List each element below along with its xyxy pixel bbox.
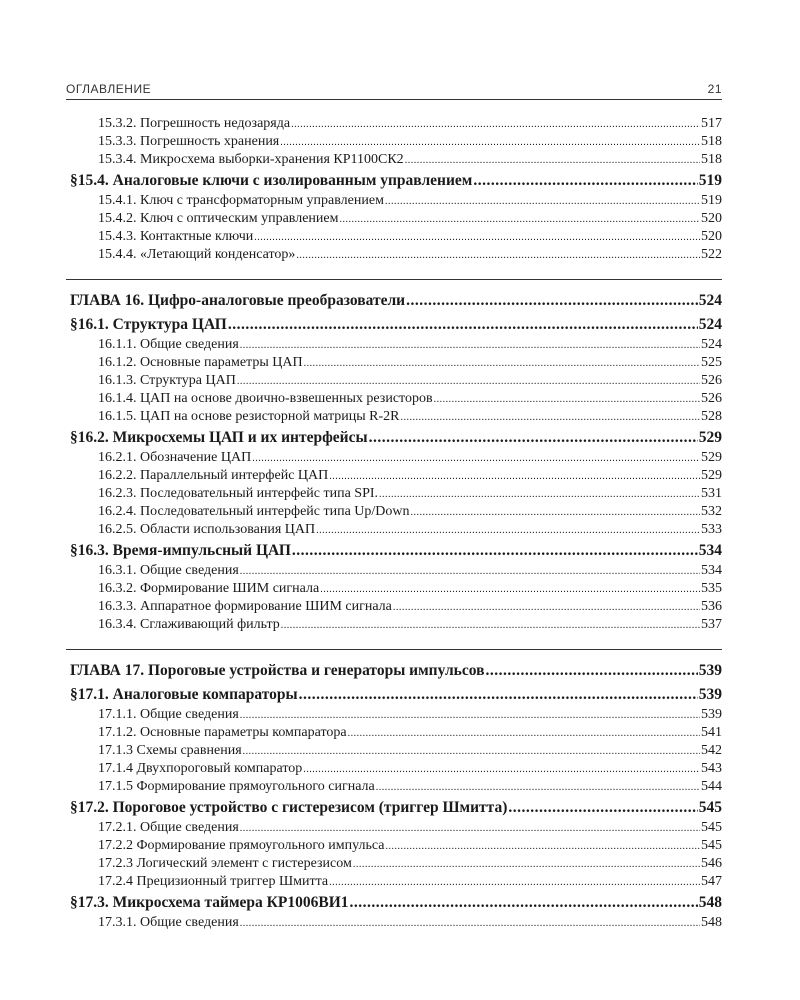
toc-entry-title	[98, 133, 279, 151]
toc-entry-subsection[interactable]	[66, 228, 722, 246]
toc-entry-text: Последовательный интерфейс типа SPI.	[140, 486, 379, 501]
toc-entry-number: 15.4.1.	[98, 193, 137, 208]
toc-entry-page: 545	[698, 799, 722, 816]
toc-entry-number: 16.1.3.	[98, 373, 137, 388]
toc-entry-subsection[interactable]	[66, 616, 722, 634]
table-of-contents	[66, 115, 722, 932]
toc-entry-section[interactable]	[66, 539, 722, 562]
toc-entry-subsection[interactable]	[66, 855, 722, 873]
toc-entry-subsection[interactable]	[66, 210, 722, 228]
toc-entry-number: 17.3.1.	[98, 915, 137, 930]
toc-entry-subsection[interactable]	[66, 246, 722, 264]
toc-entry-text: Двухпороговый компаратор	[136, 761, 303, 776]
toc-entry-section[interactable]	[66, 426, 722, 449]
toc-entry-number: 16.1.2.	[98, 355, 137, 370]
toc-leader-dots	[228, 313, 698, 336]
toc-entry-text: Общие сведения	[140, 915, 239, 930]
toc-entry-title	[98, 503, 410, 521]
toc-entry-title	[70, 659, 484, 683]
toc-entry-number: 17.2.4	[98, 874, 133, 889]
toc-entry-title	[98, 616, 280, 634]
toc-leader-dots	[350, 891, 698, 914]
toc-entry-text: Структура ЦАП	[112, 316, 227, 333]
toc-leader-dots	[252, 449, 700, 468]
toc-entry-page: 539	[698, 662, 722, 679]
toc-entry-page: 518	[701, 152, 722, 167]
toc-entry-subsection[interactable]	[66, 562, 722, 580]
toc-entry-number: 15.4.4.	[98, 247, 137, 262]
toc-entry-number: 15.4.3.	[98, 229, 137, 244]
toc-entry-title	[98, 724, 347, 742]
toc-entry-title	[98, 598, 392, 616]
toc-entry-number: 16.3.2.	[98, 581, 137, 596]
toc-entry-text: Схемы сравнения	[136, 743, 242, 758]
toc-entry-subsection[interactable]	[66, 873, 722, 891]
toc-entry-number: 16.1.4.	[98, 391, 137, 406]
toc-entry-text: Формирование ШИМ сигнала	[140, 581, 320, 596]
toc-entry-number: ГЛАВА 17.	[70, 662, 145, 679]
toc-entry-page: 531	[701, 486, 722, 501]
toc-entry-title	[70, 289, 405, 313]
toc-entry-page: 526	[701, 373, 722, 388]
toc-entry-text: Основные параметры ЦАП	[140, 355, 303, 370]
toc-entry-page: 532	[701, 504, 722, 519]
toc-entry-page: 539	[698, 686, 722, 703]
toc-leader-dots	[401, 408, 700, 427]
toc-entry-title	[98, 873, 328, 891]
toc-entry-subsection[interactable]	[66, 742, 722, 760]
toc-entry-page: 529	[701, 450, 722, 465]
toc-entry-text: Аппаратное формирование ШИМ сигнала	[140, 599, 392, 614]
toc-entry-text: Последовательный интерфейс типа Up/Down	[140, 504, 410, 519]
toc-entry-page: 528	[701, 409, 722, 424]
toc-entry-number: §16.3.	[70, 542, 109, 559]
toc-entry-chapter[interactable]	[66, 289, 722, 313]
toc-entry-title	[98, 837, 384, 855]
toc-entry-page: 524	[701, 337, 722, 352]
toc-entry-title	[98, 778, 375, 796]
toc-entry-title	[98, 408, 400, 426]
toc-entry-text: Общие сведения	[140, 337, 239, 352]
toc-entry-page: 536	[701, 599, 722, 614]
toc-entry-subsection[interactable]	[66, 778, 722, 796]
toc-entry-page: 548	[701, 915, 722, 930]
running-header	[66, 76, 722, 100]
toc-entry-title	[70, 796, 507, 819]
toc-entry-subsection[interactable]	[66, 760, 722, 778]
running-header-title: ОГЛАВЛЕНИЕ	[66, 82, 152, 96]
toc-entry-number: 16.2.5.	[98, 522, 137, 537]
toc-entry-number: 15.4.2.	[98, 211, 137, 226]
toc-entry-chapter[interactable]	[66, 659, 722, 683]
toc-entry-title	[98, 914, 239, 932]
toc-entry-page: 542	[701, 743, 722, 758]
toc-entry-number: 17.1.2.	[98, 725, 137, 740]
toc-entry-subsection[interactable]	[66, 819, 722, 837]
toc-leader-dots	[240, 706, 700, 725]
toc-entry-subsection[interactable]	[66, 706, 722, 724]
toc-entry-page: 544	[701, 779, 722, 794]
toc-entry-page: 543	[701, 761, 722, 776]
toc-entry-text: Общие сведения	[140, 820, 239, 835]
toc-entry-number: §17.1.	[70, 686, 109, 703]
toc-entry-title	[98, 467, 328, 485]
toc-entry-page: 526	[701, 391, 722, 406]
toc-entry-number: 17.1.1.	[98, 707, 137, 722]
toc-entry-title	[70, 169, 472, 192]
toc-entry-text: Логический элемент с гистерезисом	[136, 856, 352, 871]
toc-entry-text: Основные параметры компаратора	[140, 725, 347, 740]
toc-entry-subsection[interactable]	[66, 372, 722, 390]
toc-leader-dots	[292, 539, 698, 562]
toc-entry-subsection[interactable]	[66, 192, 722, 210]
toc-entry-subsection[interactable]	[66, 724, 722, 742]
toc-entry-number: 17.2.1.	[98, 820, 137, 835]
running-header-page-number: 21	[707, 82, 722, 96]
toc-entry-number: 16.2.2.	[98, 468, 137, 483]
toc-leader-dots	[393, 598, 700, 617]
toc-entry-title	[98, 372, 236, 390]
toc-entry-title	[98, 210, 338, 228]
toc-entry-text: Ключ с оптическим управлением	[140, 211, 339, 226]
toc-leader-dots	[353, 855, 700, 874]
toc-leader-dots	[316, 521, 700, 540]
toc-entry-subsection[interactable]	[66, 390, 722, 408]
toc-entry-number: 16.2.4.	[98, 504, 137, 519]
toc-leader-dots	[303, 760, 700, 779]
toc-entry-number: 15.3.4.	[98, 152, 137, 167]
toc-entry-subsection[interactable]	[66, 467, 722, 485]
toc-entry-subsection[interactable]	[66, 408, 722, 426]
toc-entry-title	[98, 521, 315, 539]
toc-entry-section[interactable]	[66, 169, 722, 192]
toc-leader-dots	[281, 616, 700, 635]
toc-entry-title	[98, 449, 251, 467]
toc-leader-dots	[405, 151, 700, 170]
toc-leader-dots	[369, 426, 698, 449]
toc-entry-page: 546	[701, 856, 722, 871]
toc-entry-section[interactable]	[66, 891, 722, 914]
toc-entry-number: §16.2.	[70, 429, 109, 446]
toc-entry-number: 15.3.3.	[98, 134, 137, 149]
toc-entry-number: 16.3.3.	[98, 599, 137, 614]
toc-entry-subsection[interactable]	[66, 336, 722, 354]
toc-leader-dots	[385, 837, 700, 856]
toc-entry-page: 518	[701, 134, 722, 149]
toc-leader-dots	[254, 228, 700, 247]
toc-leader-dots	[473, 169, 697, 192]
toc-entry-text: ЦАП на основе двоично-взвешенных резисторов	[140, 391, 433, 406]
toc-leader-dots	[329, 467, 700, 486]
toc-entry-number: §15.4.	[70, 172, 109, 189]
toc-entry-number: §17.2.	[70, 799, 109, 816]
toc-leader-dots	[385, 192, 700, 211]
toc-leader-dots	[406, 289, 698, 313]
toc-entry-page: 520	[701, 211, 722, 226]
toc-leader-dots	[411, 503, 700, 522]
toc-entry-page: 519	[701, 193, 722, 208]
toc-entry-number: 16.2.1.	[98, 450, 137, 465]
toc-entry-title	[70, 683, 298, 706]
toc-entry-page: 519	[698, 172, 722, 189]
toc-entry-text: Области использования ЦАП	[140, 522, 316, 537]
toc-leader-dots	[376, 778, 700, 797]
toc-entry-page: 545	[701, 838, 722, 853]
toc-leader-dots	[304, 354, 700, 373]
toc-entry-page: 539	[701, 707, 722, 722]
toc-entry-text: Время-импульсный ЦАП	[112, 542, 291, 559]
toc-entry-title	[98, 485, 378, 503]
toc-entry-number: 15.3.2.	[98, 116, 137, 131]
toc-entry-page: 522	[701, 247, 722, 262]
toc-entry-subsection[interactable]	[66, 837, 722, 855]
toc-entry-title	[98, 354, 303, 372]
toc-entry-page: 525	[701, 355, 722, 370]
toc-entry-title	[98, 580, 319, 598]
toc-entry-page: 545	[701, 820, 722, 835]
toc-entry-number: 17.2.2	[98, 838, 133, 853]
toc-entry-number: 17.1.4	[98, 761, 133, 776]
toc-entry-page: 547	[701, 874, 722, 889]
toc-entry-text: Пороговые устройства и генераторы импульсов	[147, 662, 485, 679]
toc-entry-text: Структура ЦАП	[140, 373, 236, 388]
toc-leader-dots	[240, 819, 700, 838]
toc-leader-dots	[243, 742, 700, 761]
toc-entry-title	[70, 539, 291, 562]
chapter-divider	[66, 279, 722, 280]
toc-leader-dots	[329, 873, 700, 892]
chapter-divider	[66, 649, 722, 650]
toc-entry-title	[98, 151, 404, 169]
toc-entry-title	[98, 228, 253, 246]
toc-entry-page: 534	[698, 542, 722, 559]
toc-entry-text: Погрешность хранения	[140, 134, 280, 149]
toc-entry-title	[98, 742, 242, 760]
toc-entry-title	[98, 390, 433, 408]
toc-entry-text: Прецизионный триггер Шмитта	[136, 874, 329, 889]
toc-entry-title	[70, 313, 227, 336]
toc-leader-dots	[240, 562, 700, 581]
toc-entry-page: 537	[701, 617, 722, 632]
toc-leader-dots	[434, 390, 700, 409]
toc-entry-subsection[interactable]	[66, 503, 722, 521]
toc-entry-text: Формирование прямоугольного импульса	[136, 838, 385, 853]
toc-entry-title	[98, 562, 239, 580]
toc-entry-page: 548	[698, 894, 722, 911]
toc-leader-dots	[379, 485, 700, 504]
toc-leader-dots	[348, 724, 700, 743]
toc-leader-dots	[291, 115, 700, 134]
toc-entry-subsection[interactable]	[66, 115, 722, 133]
toc-entry-text: Общие сведения	[140, 563, 239, 578]
toc-entry-text: Микросхема таймера КР1006ВИ1	[112, 894, 349, 911]
toc-entry-subsection[interactable]	[66, 485, 722, 503]
toc-entry-title	[98, 855, 352, 873]
toc-entry-title	[70, 426, 368, 449]
toc-entry-page: 517	[701, 116, 722, 131]
toc-entry-text: Сглаживающий фильтр	[140, 617, 280, 632]
toc-entry-text: Общие сведения	[140, 707, 239, 722]
toc-leader-dots	[485, 659, 697, 683]
toc-entry-text: Ключ с трансформаторным управлением	[140, 193, 384, 208]
toc-entry-subsection[interactable]	[66, 151, 722, 169]
toc-entry-number: §16.1.	[70, 316, 109, 333]
toc-entry-page: 541	[701, 725, 722, 740]
toc-entry-number: 17.1.5	[98, 779, 133, 794]
toc-entry-page: 534	[701, 563, 722, 578]
toc-entry-page: 520	[701, 229, 722, 244]
toc-leader-dots	[339, 210, 700, 229]
toc-entry-title	[98, 706, 239, 724]
toc-entry-section[interactable]	[66, 796, 722, 819]
toc-entry-text: Контактные ключи	[140, 229, 254, 244]
toc-leader-dots	[508, 796, 697, 819]
toc-leader-dots	[320, 580, 700, 599]
toc-entry-subsection[interactable]	[66, 521, 722, 539]
toc-entry-number: 16.1.5.	[98, 409, 137, 424]
toc-entry-number: §17.3.	[70, 894, 109, 911]
toc-entry-section[interactable]	[66, 683, 722, 706]
toc-entry-title	[98, 760, 302, 778]
toc-entry-number: 16.1.1.	[98, 337, 137, 352]
toc-entry-title	[98, 819, 239, 837]
toc-entry-text: Микросхема выборки-хранения КР1100СК2	[140, 152, 404, 167]
toc-leader-dots	[240, 914, 700, 933]
toc-entry-text: Аналоговые ключи с изолированным управлением	[112, 172, 473, 189]
toc-entry-subsection[interactable]	[66, 133, 722, 151]
toc-entry-text: «Летающий конденсатор»	[140, 247, 296, 262]
toc-entry-text: Погрешность недозаряда	[140, 116, 291, 131]
toc-entry-title	[98, 336, 239, 354]
toc-entry-title	[98, 246, 295, 264]
toc-entry-text: Параллельный интерфейс ЦАП	[140, 468, 329, 483]
toc-entry-subsection[interactable]	[66, 598, 722, 616]
toc-entry-text: Цифро-аналоговые преобразователи	[147, 292, 406, 309]
toc-entry-title	[98, 192, 384, 210]
toc-entry-subsection[interactable]	[66, 914, 722, 932]
toc-entry-subsection[interactable]	[66, 354, 722, 372]
toc-entry-text: Микросхемы ЦАП и их интерфейсы	[112, 429, 368, 446]
toc-entry-subsection[interactable]	[66, 580, 722, 598]
toc-entry-text: Пороговое устройство с гистерезисом (триггер Шмитта)	[112, 799, 508, 816]
toc-entry-number: 16.3.4.	[98, 617, 137, 632]
toc-entry-number: ГЛАВА 16.	[70, 292, 145, 309]
toc-entry-text: ЦАП на основе резисторной матрицы R-2R	[140, 409, 400, 424]
toc-entry-title	[98, 115, 290, 133]
toc-entry-page: 535	[701, 581, 722, 596]
toc-entry-page: 524	[698, 316, 722, 333]
toc-entry-number: 17.2.3	[98, 856, 133, 871]
toc-entry-text: Формирование прямоугольного сигнала	[136, 779, 375, 794]
toc-entry-title	[70, 891, 349, 914]
toc-entry-page: 524	[698, 292, 722, 309]
toc-entry-number: 16.2.3.	[98, 486, 137, 501]
toc-entry-number: 17.1.3	[98, 743, 133, 758]
toc-leader-dots	[280, 133, 700, 152]
toc-entry-number: 16.3.1.	[98, 563, 137, 578]
toc-leader-dots	[296, 246, 700, 265]
toc-entry-subsection[interactable]	[66, 449, 722, 467]
toc-entry-section[interactable]	[66, 313, 722, 336]
toc-leader-dots	[299, 683, 698, 706]
toc-leader-dots	[237, 372, 700, 391]
toc-entry-page: 529	[701, 468, 722, 483]
toc-entry-page: 529	[698, 429, 722, 446]
toc-entry-text: Аналоговые компараторы	[112, 686, 298, 703]
toc-entry-text: Обозначение ЦАП	[140, 450, 252, 465]
toc-leader-dots	[240, 336, 700, 355]
toc-entry-page: 533	[701, 522, 722, 537]
